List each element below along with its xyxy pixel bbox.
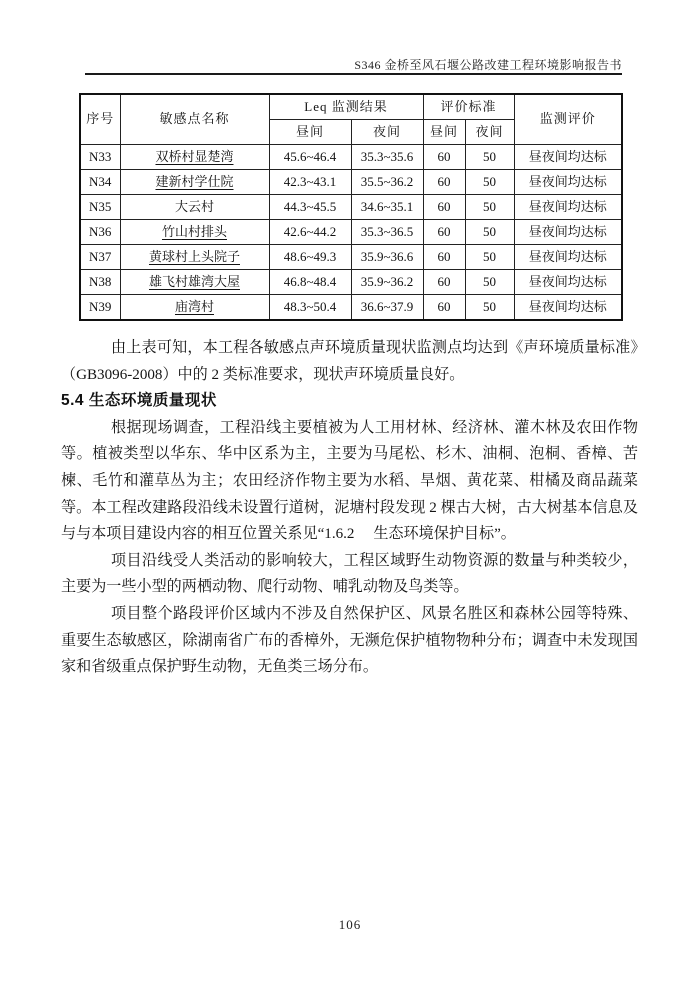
cell-std-day: 60 bbox=[423, 220, 465, 245]
noise-monitoring-table bbox=[79, 93, 623, 321]
cell-leq-night: 35.5~36.2 bbox=[351, 170, 423, 195]
cell-site-name: 庙湾村 bbox=[120, 295, 269, 321]
cell-index: N37 bbox=[80, 245, 120, 270]
cell-site-name: 竹山村排头 bbox=[120, 220, 269, 245]
cell-index: N38 bbox=[80, 270, 120, 295]
cell-leq-day: 42.6~44.2 bbox=[269, 220, 351, 245]
cell-std-night: 50 bbox=[465, 170, 514, 195]
cell-leq-day: 48.3~50.4 bbox=[269, 295, 351, 321]
header-std-day: 昼间 bbox=[423, 120, 465, 145]
table-row bbox=[80, 295, 622, 321]
cell-std-day: 60 bbox=[423, 170, 465, 195]
cell-std-night: 50 bbox=[465, 295, 514, 321]
cell-index: N34 bbox=[80, 170, 120, 195]
table-row bbox=[80, 145, 622, 170]
table-row bbox=[80, 195, 622, 220]
cell-std-day: 60 bbox=[423, 295, 465, 321]
paragraph-vegetation: 根据现场调查，工程沿线主要植被为人工用材林、经济林、灌木林及农田作物等。植被类型以华东、华中区系为主，主要为马尾松、杉木、油桐、泡桐、香樟、苦楝、毛竹和灌草丛为主；农田经济作物主要为水稻、旱烟、黄花菜、柑橘及商品蔬菜等。本工程改建路段沿线未设置行道树，泥塘村段发现 2 棵古大树，古大树基本信息及与与本项目建设内容的相互位置关系见“1.6.2 生态环境保护目标”。 bbox=[61, 419, 638, 543]
body-content bbox=[61, 335, 638, 681]
cell-eval: 昼夜间均达标 bbox=[514, 145, 622, 170]
table-row bbox=[80, 245, 622, 270]
cell-eval: 昼夜间均达标 bbox=[514, 195, 622, 220]
cell-leq-night: 35.9~36.2 bbox=[351, 270, 423, 295]
cell-index: N36 bbox=[80, 220, 120, 245]
header-rule bbox=[85, 73, 622, 75]
paragraph-wildlife: 项目沿线受人类活动的影响较大，工程区域野生动物资源的数量与种类较少，主要为一些小型的两栖动物、爬行动物、哺乳动物及鸟类等。 bbox=[61, 552, 638, 596]
cell-index: N35 bbox=[80, 195, 120, 220]
header-group-leq: Leq 监测结果 bbox=[269, 94, 423, 120]
header-col-index: 序号 bbox=[80, 94, 120, 145]
header-col-eval: 监测评价 bbox=[514, 94, 622, 145]
cell-std-day: 60 bbox=[423, 145, 465, 170]
cell-std-day: 60 bbox=[423, 195, 465, 220]
paragraph-noise-summary: 由上表可知，本工程各敏感点声环境质量现状监测点均达到《声环境质量标准》（GB3096-2008）中的 2 类标准要求，现状声环境质量良好。 bbox=[61, 340, 638, 383]
cell-site-name: 双桥村显楚湾 bbox=[120, 145, 269, 170]
cell-site-name: 大云村 bbox=[120, 195, 269, 220]
cell-eval: 昼夜间均达标 bbox=[514, 170, 622, 195]
cell-std-night: 50 bbox=[465, 195, 514, 220]
section-heading: 5.4 生态环境质量现状 bbox=[61, 392, 217, 410]
table-row bbox=[80, 170, 622, 195]
cell-std-night: 50 bbox=[465, 245, 514, 270]
cell-std-day: 60 bbox=[423, 245, 465, 270]
cell-std-night: 50 bbox=[465, 145, 514, 170]
table-row bbox=[80, 270, 622, 295]
cell-eval: 昼夜间均达标 bbox=[514, 245, 622, 270]
running-header-title: S346 金桥至风石堰公路改建工程环境影响报告书 bbox=[354, 58, 622, 72]
cell-index: N33 bbox=[80, 145, 120, 170]
header-std-night: 夜间 bbox=[465, 120, 514, 145]
cell-leq-night: 35.3~35.6 bbox=[351, 145, 423, 170]
cell-eval: 昼夜间均达标 bbox=[514, 220, 622, 245]
cell-leq-night: 34.6~35.1 bbox=[351, 195, 423, 220]
cell-leq-day: 46.8~48.4 bbox=[269, 270, 351, 295]
cell-leq-night: 35.3~36.5 bbox=[351, 220, 423, 245]
cell-site-name: 建新村学仕院 bbox=[120, 170, 269, 195]
table-row bbox=[80, 220, 622, 245]
table-header bbox=[80, 94, 622, 145]
cell-leq-day: 45.6~46.4 bbox=[269, 145, 351, 170]
header-col-name: 敏感点名称 bbox=[120, 94, 269, 145]
cell-leq-day: 48.6~49.3 bbox=[269, 245, 351, 270]
cell-leq-day: 42.3~43.1 bbox=[269, 170, 351, 195]
cell-site-name: 黄球村上头院子 bbox=[120, 245, 269, 270]
page-number: 106 bbox=[338, 917, 362, 932]
cell-eval: 昼夜间均达标 bbox=[514, 295, 622, 321]
header-group-standard: 评价标准 bbox=[423, 94, 514, 120]
cell-leq-day: 44.3~45.5 bbox=[269, 195, 351, 220]
cell-site-name: 雄飞村雄湾大屋 bbox=[120, 270, 269, 295]
cell-std-night: 50 bbox=[465, 220, 514, 245]
table-body bbox=[80, 145, 622, 321]
paragraph-reserves: 项目整个路段评价区域内不涉及自然保护区、风景名胜区和森林公园等特殊、重要生态敏感区，除湖南省广布的香樟外，无濒危保护植物物种分布；调查中未发现国家和省级重点保护野生动物，无鱼类三场分布。 bbox=[61, 605, 638, 676]
cell-leq-night: 36.6~37.9 bbox=[351, 295, 423, 321]
cell-eval: 昼夜间均达标 bbox=[514, 270, 622, 295]
cell-std-night: 50 bbox=[465, 270, 514, 295]
cell-index: N39 bbox=[80, 295, 120, 321]
header-leq-night: 夜间 bbox=[351, 120, 423, 145]
cell-leq-night: 35.9~36.6 bbox=[351, 245, 423, 270]
cell-std-day: 60 bbox=[423, 270, 465, 295]
header-leq-day: 昼间 bbox=[269, 120, 351, 145]
